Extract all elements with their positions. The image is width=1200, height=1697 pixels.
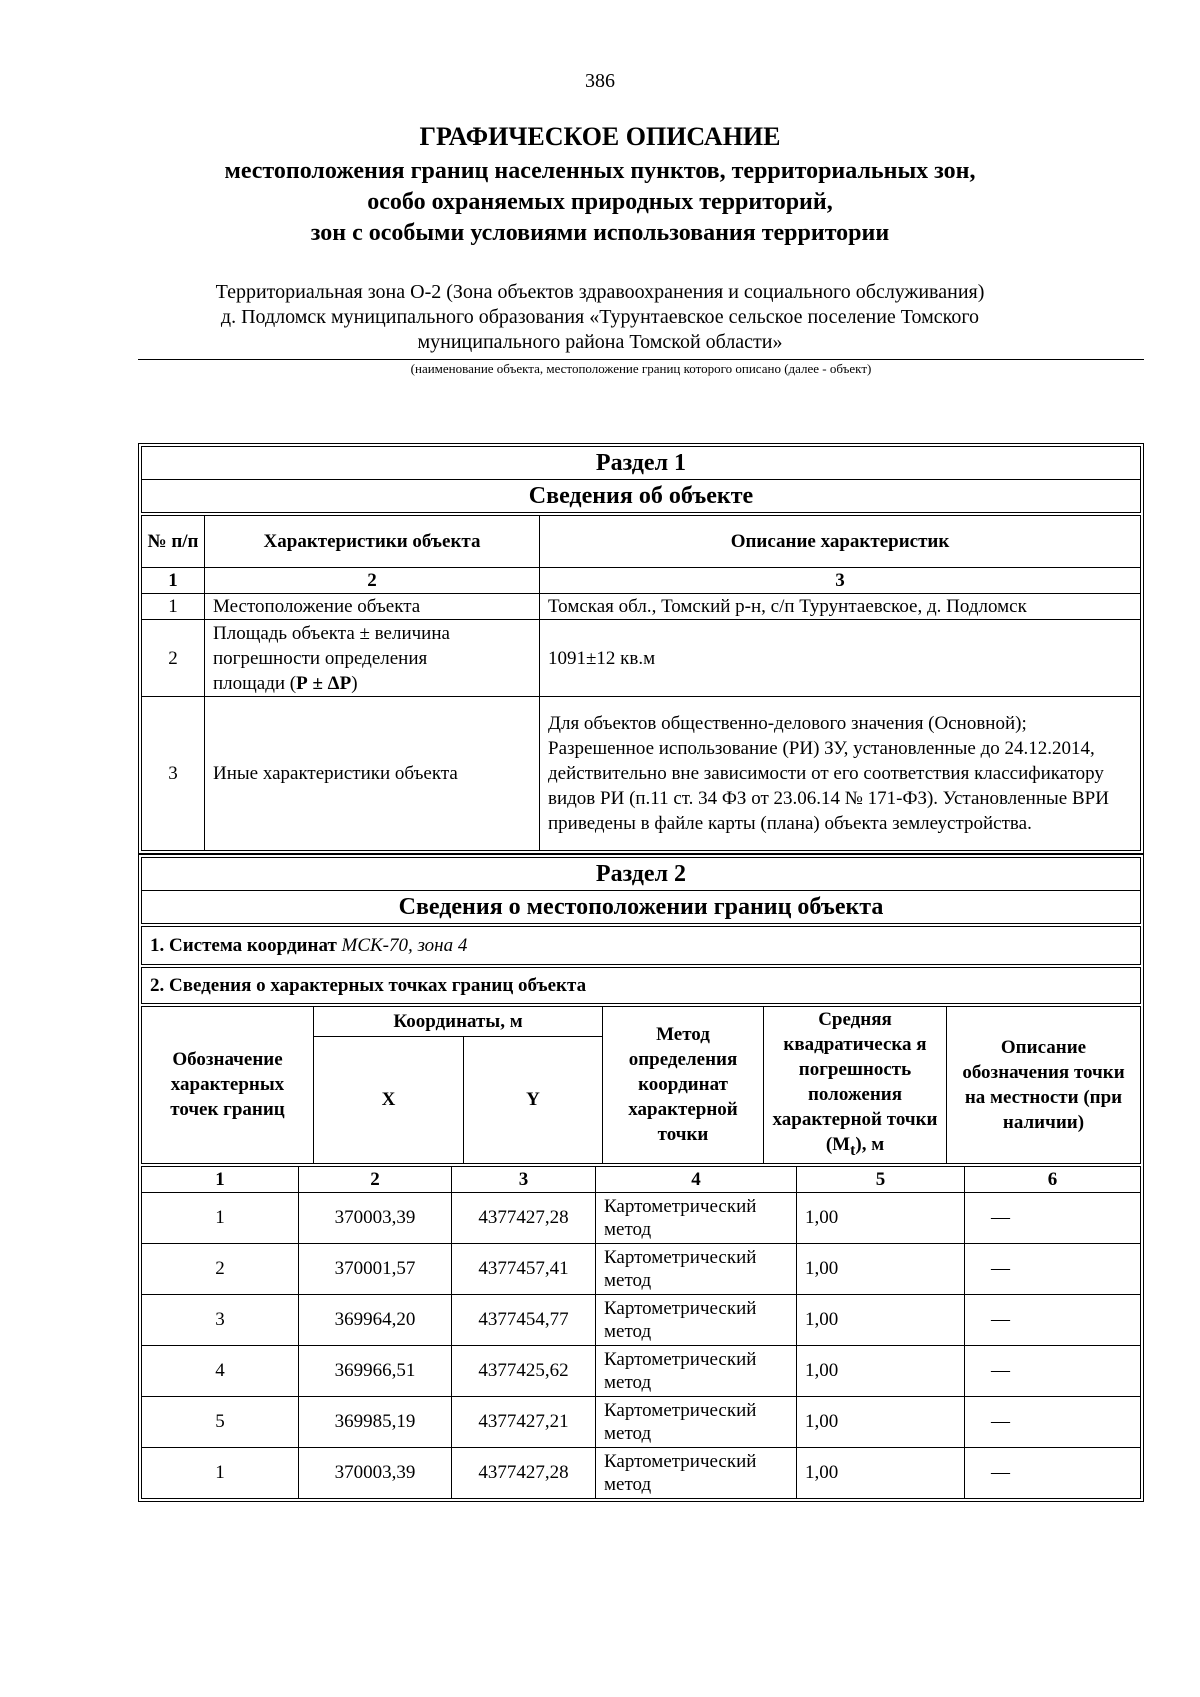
- point-method: Картометрический метод: [596, 1294, 797, 1345]
- object-name-line: муниципального района Томской области»: [417, 331, 783, 353]
- header-y: Y: [464, 1036, 603, 1163]
- error-subscript: t: [850, 1141, 856, 1159]
- point-y: 4377427,28: [452, 1447, 596, 1498]
- section1-header: [141, 446, 1141, 513]
- document-title: ГРАФИЧЕСКОЕ ОПИСАНИЕ: [419, 122, 781, 151]
- point-method: Картометрический метод: [596, 1396, 797, 1447]
- table-row: [142, 620, 1141, 697]
- header-error: [764, 1007, 947, 1164]
- point-method: Картометрический метод: [596, 1345, 797, 1396]
- points-label-row: [141, 967, 1141, 1004]
- point-error: 1,00: [797, 1447, 965, 1498]
- table-row: [142, 1396, 1141, 1447]
- point-id: 2: [142, 1243, 299, 1294]
- header-point-description: Описание обозначения точки на местности (при наличии): [947, 1007, 1141, 1164]
- header-coordinates: Координаты, м: [314, 1007, 603, 1037]
- point-y: 4377427,21: [452, 1396, 596, 1447]
- object-info-table: [141, 515, 1141, 851]
- col-number: 4: [596, 1166, 797, 1192]
- char-text: Площадь объекта ± величина: [213, 622, 450, 644]
- point-x: 369964,20: [299, 1294, 452, 1345]
- table-row: [142, 1294, 1141, 1345]
- section1-title: Раздел 1: [142, 447, 1141, 480]
- col-number: 3: [540, 568, 1141, 594]
- subtitle-line: зон с особыми условиями использования территории: [310, 220, 890, 246]
- table-row: [142, 1243, 1141, 1294]
- point-method: Картометрический метод: [596, 1192, 797, 1243]
- point-error: 1,00: [797, 1396, 965, 1447]
- char-text: ): [351, 672, 358, 694]
- point-description: —: [965, 1192, 1141, 1243]
- coord-system-label: 1. Система координат: [150, 935, 337, 956]
- coord-system-value: МСК-70, зона 4: [341, 935, 468, 956]
- col-number: 1: [142, 568, 205, 594]
- error-text: Средняя квадратическа я погрешность положения характерной точки (M: [772, 1009, 938, 1155]
- page-number: 386: [585, 70, 615, 92]
- col-number: 6: [965, 1166, 1141, 1192]
- point-error: 1,00: [797, 1345, 965, 1396]
- point-method: Картометрический метод: [596, 1447, 797, 1498]
- table-row: [142, 1192, 1141, 1243]
- point-x: 369985,19: [299, 1396, 452, 1447]
- row-characteristic: Иные характеристики объекта: [205, 697, 540, 851]
- subtitle-line: особо охраняемых природных территорий,: [367, 189, 833, 215]
- points-label: 2. Сведения о характерных точках границ объекта: [142, 968, 1141, 1004]
- point-id: 4: [142, 1345, 299, 1396]
- error-text: ), м: [855, 1134, 885, 1155]
- section2-frame: [138, 854, 1144, 1502]
- section1-subtitle: Сведения об объекте: [142, 480, 1141, 513]
- point-description: —: [965, 1345, 1141, 1396]
- object-name-underline: [138, 359, 1144, 360]
- object-name-caption: (наименование объекта, местоположение границ которого описано (далее - объект): [410, 361, 872, 376]
- header-num: № п/п: [142, 516, 205, 568]
- table-row: [142, 697, 1141, 851]
- header-description: Описание характеристик: [540, 516, 1141, 568]
- row-description: Томская обл., Томский р-н, с/п Турунтаевское, д. Подломск: [540, 594, 1141, 620]
- point-description: —: [965, 1294, 1141, 1345]
- col-number: 3: [452, 1166, 596, 1192]
- point-description: —: [965, 1396, 1141, 1447]
- header-designation: Обозначение характерных точек границ: [142, 1007, 314, 1164]
- section2-header: [141, 857, 1141, 924]
- point-id: 3: [142, 1294, 299, 1345]
- area-formula: Р ± ΔР: [296, 672, 352, 694]
- points-header-table: [141, 1006, 1141, 1164]
- header-x: X: [314, 1036, 464, 1163]
- row-characteristic: Местоположение объекта: [205, 594, 540, 620]
- subtitle-line: местоположения границ населенных пунктов, территориальных зон,: [224, 158, 976, 184]
- point-x: 370003,39: [299, 1192, 452, 1243]
- col-number: 2: [205, 568, 540, 594]
- object-name-line: Территориальная зона О-2 (Зона объектов здравоохранения и социального обслуживания): [215, 281, 985, 303]
- point-y: 4377457,41: [452, 1243, 596, 1294]
- point-y: 4377425,62: [452, 1345, 596, 1396]
- col-number: 1: [142, 1166, 299, 1192]
- point-id: 5: [142, 1396, 299, 1447]
- col-number: 2: [299, 1166, 452, 1192]
- row-description: 1091±12 кв.м: [540, 620, 1141, 697]
- point-y: 4377427,28: [452, 1192, 596, 1243]
- table-row: [142, 1447, 1141, 1498]
- point-x: 370003,39: [299, 1447, 452, 1498]
- point-x: 370001,57: [299, 1243, 452, 1294]
- row-number: 1: [142, 594, 205, 620]
- point-x: 369966,51: [299, 1345, 452, 1396]
- object-name-line: д. Подломск муниципального образования «Турунтаевское сельское поселение Томского: [220, 306, 980, 328]
- section2-title: Раздел 2: [142, 858, 1141, 891]
- row-description: Для объектов общественно-делового значения (Основной); Разрешенное использование (РИ) ЗУ, установленные до 24.12.2014, действительно вне зависимости от его соответствия классификатору видов РИ (п.11 ст. 34 ФЗ от 23.06.14 № 171-ФЗ). Установленные ВРИ приведены в файле карты (плана) объекта землеустройства.: [540, 697, 1141, 851]
- point-description: —: [965, 1447, 1141, 1498]
- point-description: —: [965, 1243, 1141, 1294]
- header-method: Метод определения координат характерной точки: [603, 1007, 764, 1164]
- table-row: [142, 1345, 1141, 1396]
- header-characteristic: Характеристики объекта: [205, 516, 540, 568]
- char-text: погрешности определения: [213, 647, 428, 669]
- document-subtitle: [80, 156, 1120, 249]
- point-error: 1,00: [797, 1243, 965, 1294]
- point-method: Картометрический метод: [596, 1243, 797, 1294]
- point-error: 1,00: [797, 1192, 965, 1243]
- point-id: 1: [142, 1192, 299, 1243]
- point-id: 1: [142, 1447, 299, 1498]
- point-y: 4377454,77: [452, 1294, 596, 1345]
- col-number: 5: [797, 1166, 965, 1192]
- row-characteristic: [205, 620, 540, 697]
- coord-system-row: [141, 926, 1141, 965]
- section2-subtitle: Сведения о местоположении границ объекта: [142, 891, 1141, 924]
- row-number: 2: [142, 620, 205, 697]
- section1-frame: [138, 443, 1144, 854]
- points-table: [141, 1166, 1141, 1499]
- object-name: [140, 280, 1060, 355]
- char-text: площади (: [213, 672, 297, 694]
- point-error: 1,00: [797, 1294, 965, 1345]
- table-row: [142, 594, 1141, 620]
- row-number: 3: [142, 697, 205, 851]
